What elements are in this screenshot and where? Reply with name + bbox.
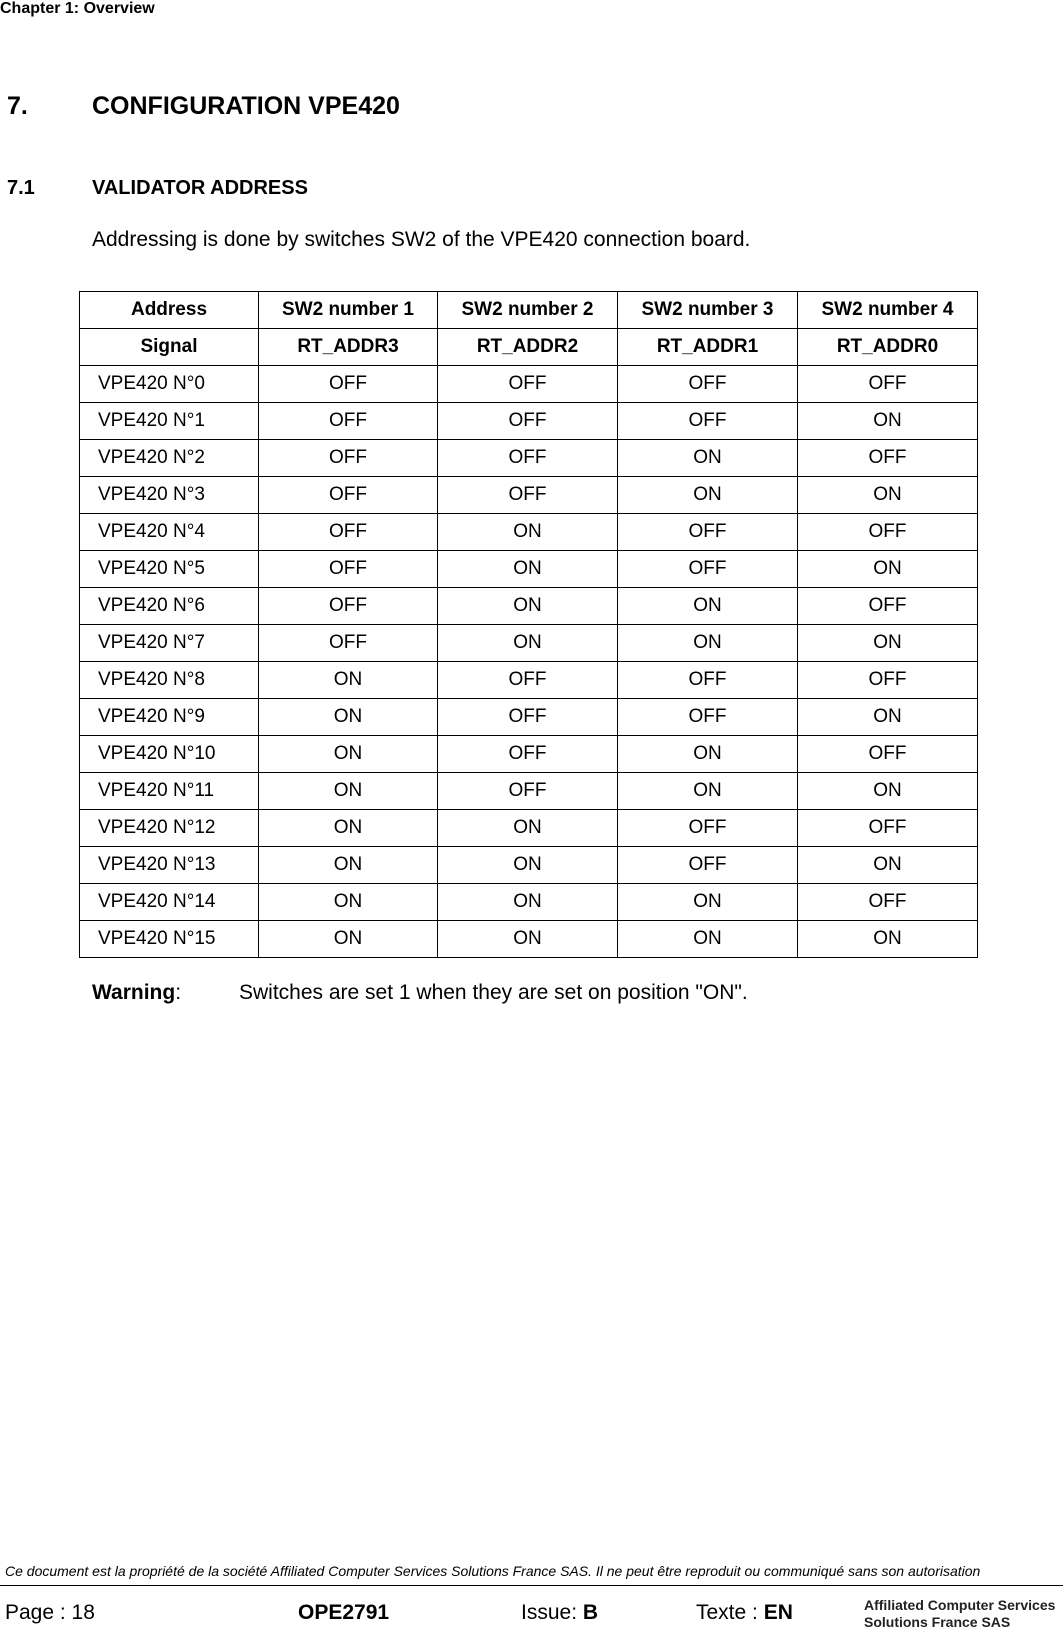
footer-issue [521, 1601, 598, 1625]
switch-state-cell: OFF [618, 366, 798, 403]
table-signal-row [80, 329, 978, 366]
brand-line-2: Solutions France SAS [864, 1614, 1011, 1630]
address-cell: VPE420 N°5 [80, 551, 259, 588]
switch-state-cell: ON [438, 588, 618, 625]
switch-state-cell: OFF [618, 403, 798, 440]
switch-state-cell: ON [259, 921, 438, 958]
header-cell: SW2 number 3 [618, 292, 798, 329]
switch-state-cell: OFF [438, 366, 618, 403]
switch-state-cell: ON [618, 773, 798, 810]
switch-state-cell: ON [438, 921, 618, 958]
switch-state-cell: OFF [618, 551, 798, 588]
switch-state-cell: OFF [259, 588, 438, 625]
switch-state-cell: ON [438, 514, 618, 551]
switch-state-cell: OFF [798, 736, 978, 773]
section-title: CONFIGURATION VPE420 [92, 92, 400, 120]
table-row [80, 625, 978, 662]
issue-label: Issue: [521, 1601, 583, 1624]
address-cell: VPE420 N°4 [80, 514, 259, 551]
footer-notice: Ce document est la propriété de la société Affiliated Computer Services Solutions France SAS. Il ne peut être reproduit ou communiqué sans son autorisation [5, 1563, 981, 1579]
signal-cell: RT_ADDR2 [438, 329, 618, 366]
footer-page-number: Page : 18 [5, 1601, 95, 1624]
switch-state-cell: ON [798, 699, 978, 736]
table-row [80, 588, 978, 625]
table-row [80, 699, 978, 736]
switch-state-cell: ON [618, 588, 798, 625]
switch-state-cell: OFF [438, 662, 618, 699]
switch-state-cell: OFF [798, 588, 978, 625]
switch-state-cell: OFF [618, 662, 798, 699]
table-row [80, 847, 978, 884]
address-cell: VPE420 N°12 [80, 810, 259, 847]
switch-state-cell: ON [618, 625, 798, 662]
footer-language [696, 1601, 793, 1625]
address-cell: VPE420 N°7 [80, 625, 259, 662]
signal-cell: Signal [80, 329, 259, 366]
switch-state-cell: ON [618, 921, 798, 958]
switch-state-cell: ON [259, 884, 438, 921]
issue-value: B [582, 1601, 599, 1624]
switch-state-cell: OFF [438, 773, 618, 810]
section-number: 7. [7, 92, 28, 120]
chapter-header: Chapter 1: Overview [0, 0, 155, 17]
address-cell: VPE420 N°10 [80, 736, 259, 773]
switch-state-cell: ON [438, 810, 618, 847]
switch-state-cell: ON [259, 736, 438, 773]
header-cell: SW2 number 2 [438, 292, 618, 329]
signal-cell: RT_ADDR3 [259, 329, 438, 366]
address-cell: VPE420 N°14 [80, 884, 259, 921]
switch-state-cell: OFF [798, 884, 978, 921]
address-switch-table [79, 291, 978, 958]
address-cell: VPE420 N°0 [80, 366, 259, 403]
switch-state-cell: OFF [259, 403, 438, 440]
switch-state-cell: OFF [259, 551, 438, 588]
switch-state-cell: OFF [259, 366, 438, 403]
switch-state-cell: OFF [798, 366, 978, 403]
address-cell: VPE420 N°11 [80, 773, 259, 810]
table-row [80, 366, 978, 403]
address-cell: VPE420 N°1 [80, 403, 259, 440]
switch-state-cell: ON [798, 625, 978, 662]
switch-state-cell: ON [259, 699, 438, 736]
switch-state-cell: OFF [438, 440, 618, 477]
signal-cell: RT_ADDR1 [618, 329, 798, 366]
switch-state-cell: ON [259, 773, 438, 810]
switch-state-cell: OFF [259, 625, 438, 662]
switch-state-cell: OFF [259, 440, 438, 477]
switch-state-cell: ON [618, 736, 798, 773]
switch-state-cell: ON [618, 884, 798, 921]
switch-state-cell: OFF [438, 477, 618, 514]
table-row [80, 440, 978, 477]
warning-colon: : [175, 981, 182, 1004]
switch-state-cell: OFF [259, 477, 438, 514]
switch-state-cell: ON [618, 477, 798, 514]
switch-state-cell: OFF [798, 514, 978, 551]
table-row [80, 921, 978, 958]
warning-label: Warning [92, 981, 176, 1004]
subsection-title: VALIDATOR ADDRESS [92, 177, 308, 199]
switch-state-cell: ON [798, 773, 978, 810]
switch-state-cell: OFF [618, 699, 798, 736]
header-cell: SW2 number 1 [259, 292, 438, 329]
footer-divider [0, 1585, 1063, 1586]
footer-document-id: OPE2791 [298, 1601, 390, 1624]
table-row [80, 662, 978, 699]
switch-state-cell: OFF [618, 514, 798, 551]
switch-state-cell: OFF [438, 403, 618, 440]
switch-state-cell: OFF [438, 699, 618, 736]
warning-note [92, 981, 748, 1005]
switch-state-cell: OFF [798, 440, 978, 477]
switch-state-cell: OFF [798, 662, 978, 699]
switch-state-cell: ON [798, 477, 978, 514]
switch-state-cell: ON [798, 551, 978, 588]
switch-state-cell: OFF [798, 810, 978, 847]
switch-state-cell: ON [259, 810, 438, 847]
switch-state-cell: ON [259, 662, 438, 699]
signal-cell: RT_ADDR0 [798, 329, 978, 366]
address-cell: VPE420 N°9 [80, 699, 259, 736]
switch-state-cell: ON [438, 847, 618, 884]
header-cell: SW2 number 4 [798, 292, 978, 329]
intro-paragraph: Addressing is done by switches SW2 of the VPE420 connection board. [92, 228, 751, 251]
switch-state-cell: OFF [618, 810, 798, 847]
address-cell: VPE420 N°13 [80, 847, 259, 884]
address-cell: VPE420 N°6 [80, 588, 259, 625]
header-cell: Address [80, 292, 259, 329]
table-row [80, 884, 978, 921]
table-row [80, 773, 978, 810]
brand-line-1: Affiliated Computer Services [864, 1597, 1056, 1613]
switch-state-cell: OFF [438, 736, 618, 773]
address-cell: VPE420 N°2 [80, 440, 259, 477]
address-cell: VPE420 N°15 [80, 921, 259, 958]
switch-state-cell: ON [798, 403, 978, 440]
table-row [80, 551, 978, 588]
address-cell: VPE420 N°3 [80, 477, 259, 514]
company-logo [864, 1597, 1055, 1631]
switch-state-cell: OFF [618, 847, 798, 884]
switch-state-cell: ON [438, 551, 618, 588]
address-cell: VPE420 N°8 [80, 662, 259, 699]
subsection-number: 7.1 [7, 177, 35, 199]
switch-state-cell: ON [438, 884, 618, 921]
table-row [80, 810, 978, 847]
warning-text: Switches are set 1 when they are set on position "ON". [239, 981, 748, 1004]
table-row [80, 514, 978, 551]
switch-state-cell: ON [618, 440, 798, 477]
switch-state-cell: OFF [259, 514, 438, 551]
table-row [80, 403, 978, 440]
table-header-row [80, 292, 978, 329]
texte-label: Texte : [696, 1601, 764, 1624]
switch-state-cell: ON [798, 921, 978, 958]
switch-state-cell: ON [798, 847, 978, 884]
switch-state-cell: ON [259, 847, 438, 884]
table-row [80, 736, 978, 773]
texte-value: EN [763, 1601, 793, 1624]
table-row [80, 477, 978, 514]
switch-state-cell: ON [438, 625, 618, 662]
